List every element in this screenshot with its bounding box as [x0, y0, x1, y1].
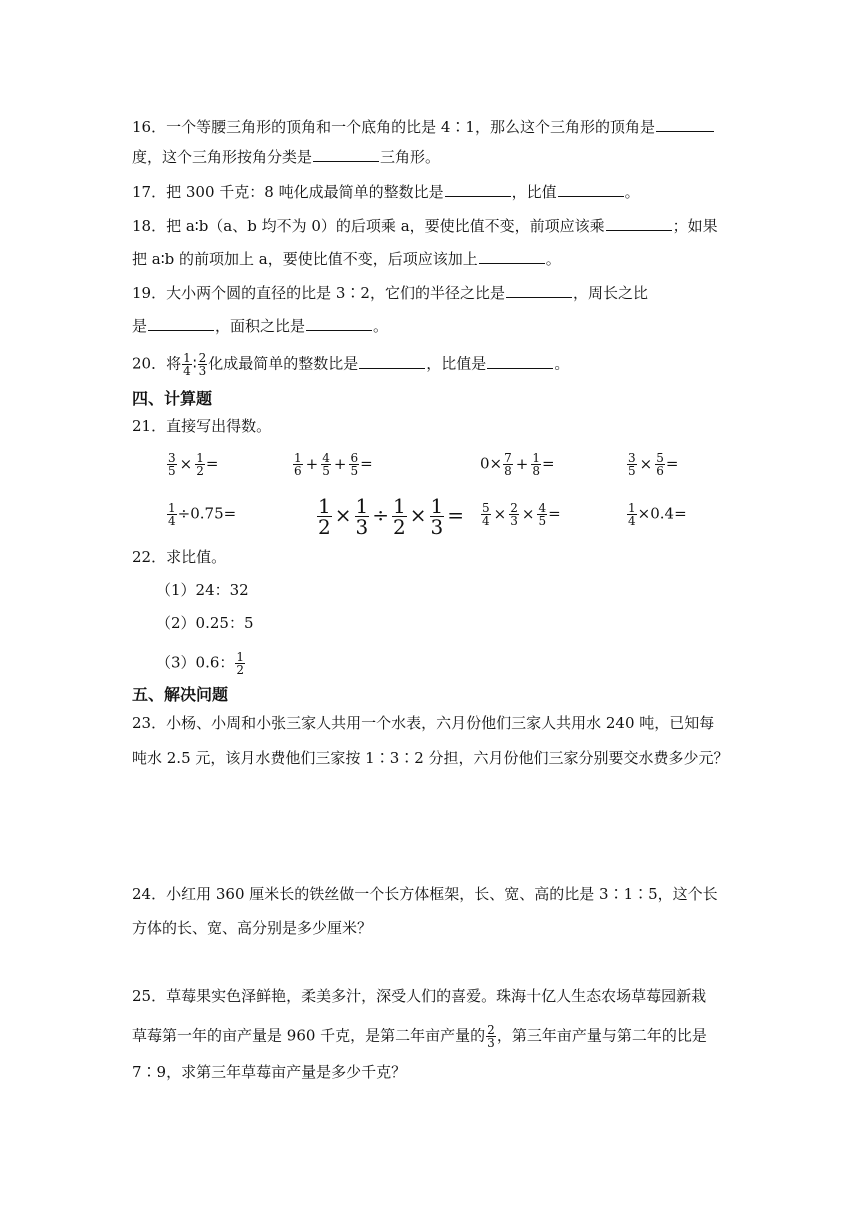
expression-3: 0× $\frac{7}{8}$ + $\frac{1}{8}$ =	[480, 451, 555, 478]
answer-blank[interactable]	[558, 181, 624, 197]
question-24-line-1: 24．小红用 360 厘米长的铁丝做一个长方体框架，长、宽、高的比是 3∶1∶5，这个长	[132, 885, 718, 903]
section-heading-problems: 五、解决问题	[132, 685, 229, 704]
question-16-line-1: 16．一个等腰三角形的顶角和一个底角的比是 4∶1，那么这个三角形的顶角是	[132, 116, 715, 137]
answer-blank[interactable]	[656, 116, 714, 132]
fraction: $\frac{1}{4}$	[183, 351, 191, 378]
question-22-part-2: （2）0.25：5	[156, 614, 254, 632]
answer-blank[interactable]	[359, 353, 425, 369]
question-23-line-2: 吨水 2.5 元，该月水费他们三家按 1∶3∶2 分担，六月份他们三家分别要交水费多少元？	[132, 749, 729, 767]
answer-blank[interactable]	[313, 146, 379, 162]
expression-4: $\frac{3}{5}$ × $\frac{5}{6}$ =	[628, 451, 679, 478]
expression-5: $\frac{1}{4}$ ÷0.75=	[168, 501, 237, 528]
question-25-line-2: 草莓第一年的亩产量是 960 千克，是第二年亩产量的 $\frac{2}{3}$ ，第三年亩产量与第二年的比是	[132, 1023, 707, 1050]
answer-blank[interactable]	[445, 181, 511, 197]
expression-7: $\frac{5}{4}$ × $\frac{2}{3}$ × $\frac{4}{5}$ =	[482, 501, 561, 528]
expression-2: $\frac{1}{6}$ + $\frac{4}{5}$ + $\frac{6}{5}$ =	[294, 451, 373, 478]
fraction: $\frac{2}{3}$	[198, 351, 207, 378]
question-24-line-2: 方体的长、宽、高分别是多少厘米？	[132, 919, 373, 937]
question-23-line-1: 23．小杨、小周和小张三家人共用一个水表，六月份他们三家人共用水 240 吨，已知每	[132, 714, 715, 732]
question-16-line-2: 度，这个三角形按角分类是 三角形。	[132, 148, 441, 166]
question-19-line-2: 是 ，面积之比是 。	[132, 317, 389, 335]
answer-blank[interactable]	[606, 215, 672, 231]
question-25-line-1: 25．草莓果实色泽鲜艳，柔美多汁，深受人们的喜爱。珠海十亿人生态农场草莓园新栽	[132, 987, 707, 1005]
answer-blank[interactable]	[487, 353, 553, 369]
expression-1: $\frac{3}{5}$ × $\frac{1}{2}$ =	[168, 451, 219, 478]
answer-blank[interactable]	[306, 315, 372, 331]
question-18-line-2: 把 a∶b 的前项加上 a，要使比值不变，后项应该加上 。	[132, 250, 561, 268]
question-18-line-1: 18．把 a∶b（a、b 均不为 0）的后项乘 a，要使比值不变，前项应该乘 ；如果	[132, 217, 718, 235]
question-21-title: 21．直接写出得数。	[132, 417, 272, 435]
question-19-line-1: 19．大小两个圆的直径的比是 3∶2，它们的半径之比是 ，周长之比	[132, 284, 648, 302]
expression-8: $\frac{1}{4}$ ×0.4=	[628, 501, 687, 528]
answer-blank[interactable]	[479, 248, 545, 264]
section-heading-calculation: 四、计算题	[132, 389, 213, 408]
question-22-part-1: （1）24：32	[156, 581, 249, 599]
answer-blank[interactable]	[148, 315, 214, 331]
question-20: 20．将 $\frac{1}{4}$ ∶ $\frac{2}{3}$ 化成最简单的整数比是 ，比值是 。	[132, 351, 570, 378]
expression-6: $\frac{1}{2}$ × $\frac{1}{3}$ ÷ $\frac{1}{2}$ × $\frac{1}{3}$ =	[318, 494, 464, 539]
answer-blank[interactable]	[506, 282, 572, 298]
question-22-title: 22．求比值。	[132, 548, 227, 566]
question-17: 17．把 300 千克：8 吨化成最简单的整数比是 ，比值 。	[132, 183, 640, 201]
question-22-part-3: （3）0.6： $\frac{1}{2}$	[156, 650, 245, 677]
question-25-line-3: 7∶9，求第三年草莓亩产量是多少千克？	[132, 1063, 407, 1081]
